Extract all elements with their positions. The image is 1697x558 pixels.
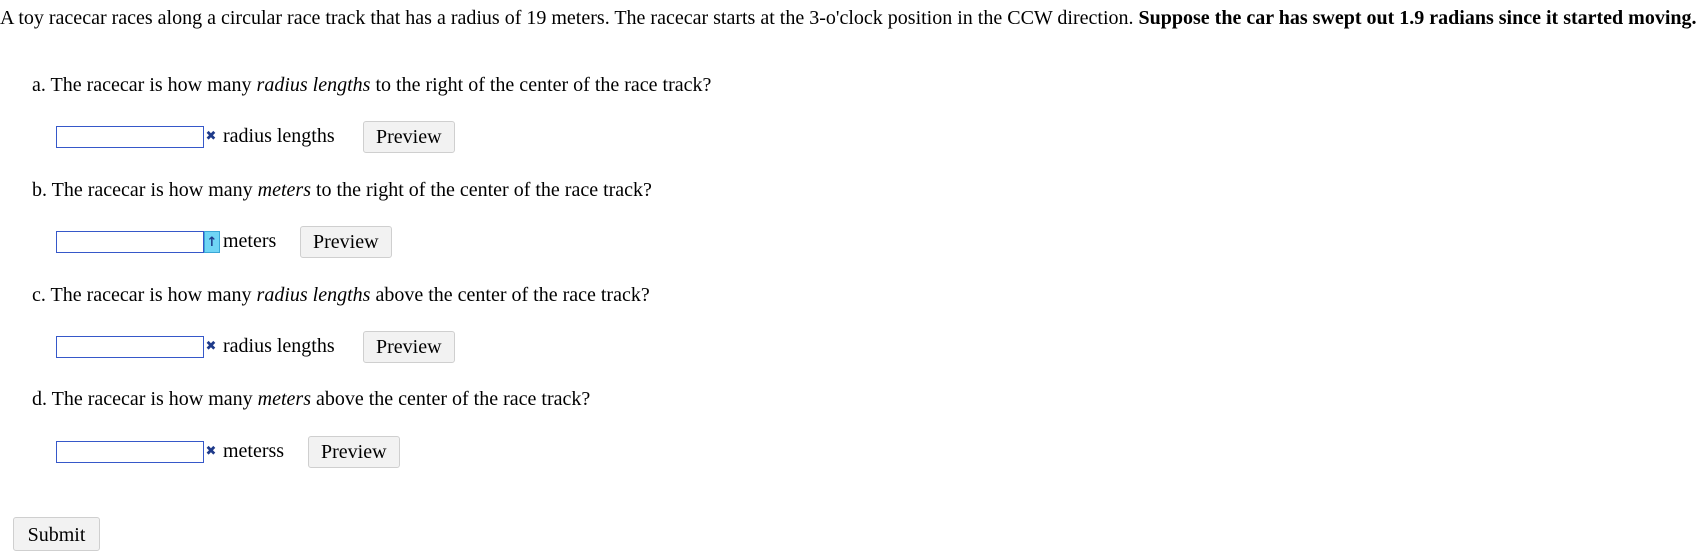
answer-input-c[interactable] bbox=[56, 336, 204, 358]
preview-button-d[interactable]: Preview bbox=[308, 436, 400, 468]
question-letter: c. bbox=[32, 284, 46, 306]
question-prefix: The racecar is how many bbox=[51, 179, 258, 201]
question-a bbox=[32, 73, 711, 97]
unit-label: radius lengths bbox=[223, 335, 335, 357]
x-icon[interactable]: ✖ bbox=[205, 128, 217, 144]
preview-button-b[interactable]: Preview bbox=[300, 226, 392, 258]
question-letter: a. bbox=[32, 74, 46, 96]
question-letter: d. bbox=[32, 388, 47, 410]
unit-label: meterss bbox=[223, 440, 285, 462]
unit-label: meters bbox=[223, 230, 277, 252]
answer-row-a bbox=[56, 121, 460, 153]
question-emphasis: radius lengths bbox=[256, 74, 371, 96]
question-b bbox=[32, 178, 652, 202]
answer-input-b[interactable] bbox=[56, 231, 204, 253]
question-d bbox=[32, 387, 590, 411]
answer-row-d bbox=[56, 436, 406, 468]
unit-label: radius lengths bbox=[223, 125, 335, 147]
problem-text: A toy racecar races along a circular race track that has a radius of 19 meters. The racecar starts at the 3-o'clock position in the CCW direction. bbox=[0, 7, 1139, 29]
answer-row-c bbox=[56, 331, 460, 363]
question-emphasis: meters bbox=[257, 388, 311, 410]
question-suffix: to the right of the center of the race track? bbox=[370, 74, 712, 96]
question-suffix: to the right of the center of the race track? bbox=[310, 179, 652, 201]
answer-row-b bbox=[56, 226, 396, 258]
question-prefix: The racecar is how many bbox=[51, 388, 258, 410]
question-suffix: above the center of the race track? bbox=[370, 284, 650, 306]
question-prefix: The racecar is how many bbox=[50, 74, 257, 96]
preview-button-a[interactable]: Preview bbox=[363, 121, 455, 153]
question-letter: b. bbox=[32, 179, 47, 201]
question-c bbox=[32, 283, 650, 307]
answer-input-a[interactable] bbox=[56, 126, 204, 148]
x-icon[interactable]: ✖ bbox=[205, 338, 217, 354]
answer-input-d[interactable] bbox=[56, 441, 204, 463]
up-arrow-icon[interactable]: ↑ bbox=[204, 231, 220, 253]
question-emphasis: radius lengths bbox=[256, 284, 371, 306]
question-emphasis: meters bbox=[257, 179, 311, 201]
preview-button-c[interactable]: Preview bbox=[363, 331, 455, 363]
x-icon[interactable]: ✖ bbox=[205, 443, 217, 459]
question-prefix: The racecar is how many bbox=[50, 284, 257, 306]
submit-button[interactable]: Submit bbox=[13, 517, 100, 551]
problem-statement bbox=[0, 6, 1697, 31]
question-suffix: above the center of the race track? bbox=[310, 388, 591, 410]
problem-bold-text: Suppose the car has swept out 1.9 radians since it started moving. bbox=[1138, 7, 1697, 29]
